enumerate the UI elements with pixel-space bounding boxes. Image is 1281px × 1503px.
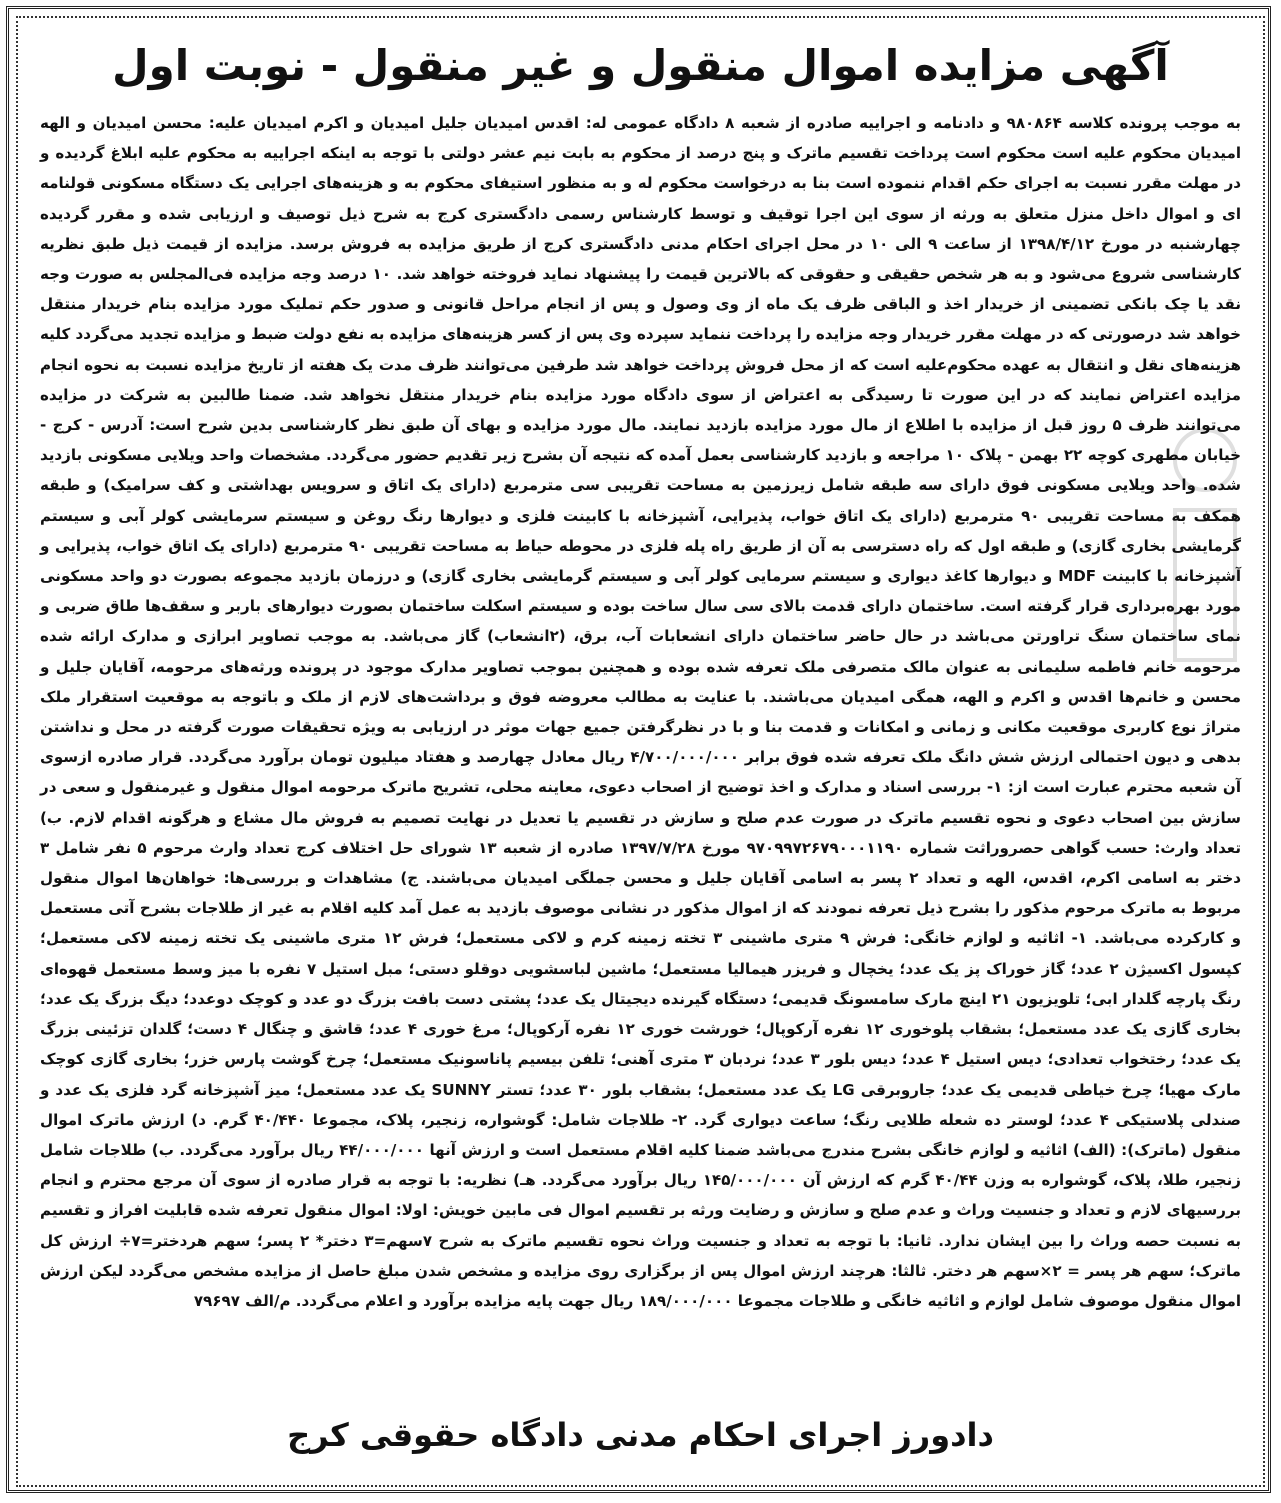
- notice-title: آگهی مزایده اموال منقول و غیر منقول - نوبت اول: [112, 41, 1169, 90]
- notice-body: به موجب پرونده کلاسه ۹۸۰۸۶۴ و دادنامه و اجراییه صادره از شعبه ۸ دادگاه عمومی له: اقدس امیدیان جلیل امیدیان و اکرم امیدیان علیه: محسن امیدیان و الهه امیدیان محکوم علیه است محکوم است پرداخت تقسیم ماترک و پنج درصد از محکوم به بابت نیم عشر دولتی با توجه به اینکه اجراییه به محکوم علیه ابلاغ گردیده و در مهلت مقرر نسبت به اجرای حکم اقدام ننموده است بنا به درخواست محکوم له و به منظور استیفای محکوم به و هزینه‌های اجرایی یک دستگاه مسکونی قولنامه ای و اموال داخل منزل متعلق به ورثه از سوی این اجرا توقیف و توسط کارشناس رسمی دادگستری کرج به شرح ذیل توصیف و ارزیابی شده و مقرر گردیده چهارشنبه در مورخ ۱۳۹۸/۴/۱۲ از ساعت ۹ الی ۱۰ در محل اجرای احکام مدنی دادگستری کرج از طریق مزایده به فروش برسد. مزایده از قیمت ذیل طبق نظریه کارشناسی شروع می‌شود و به هر شخص حقیقی و حقوقی که بالاترین قیمت را پیشنهاد نماید فروخته خواهد شد. ۱۰ درصد وجه مزایده فی‌المجلس به صورت وجه نقد یا چک بانکی تضمینی از خریدار اخذ و الباقی ظرف یک ماه از وی وصول و پس از انجام مراحل قانونی و صدور حکم تملیک مورد مزایده بنام خریدار منتقل خواهد شد درصورتی که در مهلت مقرر خریدار وجه مزایده را پرداخت ننماید سپرده وی پس از کسر هزینه‌های مزایده به نفع دولت ضبط و مزایده تجدید می‌گردد کلیه هزینه‌های نقل و انتقال به عهده محکوم‌علیه است که از محل فروش پرداخت خواهد شد طرفین می‌توانند ظرف مدت یک هفته از تاریخ مزایده نسبت به نحوه انجام مزایده اعتراض نمایند که در این صورت تا رسیدگی به اعتراض از سوی دادگاه مورد مزایده بنام خریدار منتقل نخواهد شد. ضمنا طالبین به شرکت در مزایده می‌توانند ظرف ۵ روز قبل از مزایده با اطلاع از مال مورد مزایده بازدید نمایند. مال مورد مزایده و بهای آن طبق نظر کارشناسی بدین شرح است: آدرس - کرج - خیابان مطهری کوچه ۲۲ بهمن - پلاک ۱۰ مراجعه و بازدید کارشناسی بعمل آمده که نتیجه آن بشرح زیر تقدیم حضور می‌گردد. مشخصات واحد ویلایی مسکونی بازدید شده. واحد ویلایی مسکونی فوق دارای سه طبقه شامل زیرزمین به مساحت تقریبی سی مترمربع (دارای یک اتاق و سرویس بهداشتی و کف سرامیک) و طبقه همکف به مساحت تقریبی ۹۰ مترمربع (دارای یک اتاق خواب، پذیرایی، آشپزخانه با کابینت فلزی و دیوارها رنگ روغن و سیستم سرمایشی کولر آبی و سیستم گرمایشی بخاری گازی) و طبقه اول که راه دسترسی به آن از طریق راه پله فلزی در محوطه حیاط به مساحت تقریبی ۹۰ مترمربع (دارای یک اتاق خواب، پذیرایی و آشپزخانه با کابینت MDF و دیوارها کاغذ دیواری و سیستم سرمایی کولر آبی و سیستم گرمایشی بخاری گازی) و درزمان بازدید مجموعه بصورت دو واحد مسکونی مورد بهره‌برداری قرار گرفته است. ساختمان دارای قدمت بالای سی سال ساخت بوده و سیستم اسکلت ساختمان بصورت دیوارهای باربر و سقف‌ها طاق ضربی و نمای ساختمان سنگ تراورتن می‌باشد در حال حاضر ساختمان دارای انشعابات آب، برق، (۲انشعاب) گاز می‌باشد. به موجب تصاویر ابرازی و مدارک ارائه شده مرحومه خانم فاطمه سلیمانی به عنوان مالک متصرفی ملک تعرفه شده بوده و همچنین بموجب تصاویر مدارک موجود در پرونده ورثه‌های مرحومه، آقایان جلیل و محسن و خانم‌ها اقدس و اکرم و الهه، همگی امیدیان می‌باشند. با عنایت به مطالب معروضه فوق و برداشت‌های لازم از ملک و باتوجه به موقعیت استقرار ملک متراژ نوع کاربری موقعیت مکانی و زمانی و امکانات و قدمت بنا و با در نظرگرفتن جمیع جهات موثر در ارزیابی به ویژه تحقیقات صورت گرفته در محل و نداشتن بدهی و دیون احتمالی ارزش شش دانگ ملک تعرفه شده فوق برابر ۴/۷۰۰/۰۰۰/۰۰۰ ریال معادل چهارصد و هفتاد میلیون تومان برآورد می‌گردد. قرار صادره ازسوی آن شعبه محترم عبارت است از: ۱- بررسی اسناد و مدارک و اخذ توضیح از اصحاب دعوی، معاینه محلی، تشریح ماترک مرحومه اموال منقول و غیرمنقول و سعی در سازش بین اصحاب دعوی و نحوه تقسیم ماترک در صورت عدم صلح و سازش در تقسیم یا تعدیل در نهایت تصمیم به فروش مال مشاع و هرگونه اقدام لازم. ب) تعداد وارث: حسب گواهی حصروراثت شماره ۹۷۰۹۹۷۲۶۷۹۰۰۰۱۱۹۰ مورخ ۱۳۹۷/۷/۲۸ صادره از شعبه ۱۳ شورای حل اختلاف کرج تعداد وارث مرحوم ۵ نفر شامل ۳ دختر به اسامی اکرم، اقدس، الهه و تعداد ۲ پسر به اسامی آقایان جلیل و محسن جملگی امیدیان می‌باشند. ج) مشاهدات و بررسی‌ها: خواهان‌ها اموال منقول مربوط به ماترک مرحوم مذکور را بشرح ذیل تعرفه نمودند که از اموال مذکور در نشانی موصوف بازدید به عمل آمد کلیه اقلام به غیر از طلاجات بشرح آتی مستعمل و کارکرده می‌باشد. ۱- اثاثیه و لوازم خانگی: فرش ۹ متری ماشینی ۳ تخته زمینه کرم و لاکی مستعمل؛ فرش ۱۲ متری ماشینی یک تخته زمینه لاکی مستعمل؛ کپسول اکسیژن ۲ عدد؛ گاز خوراک پز یک عدد؛ یخچال و فریزر هیمالیا مستعمل؛ ماشین لباسشویی دوقلو دستی؛ مبل استیل ۷ نفره با میز وسط مستعمل قهوه‌ای رنگ پارچه گلدار ابی؛ تلویزیون ۲۱ اینچ مارک سامسونگ قدیمی؛ دستگاه گیرنده دیجیتال یک عدد؛ پشتی دست بافت بزرگ دو عدد و کوچک دوعدد؛ دیگ بزرگ یک عدد؛ بخاری گازی یک عدد مستعمل؛ بشقاب پلوخوری ۱۲ نفره آرکوپال؛ خورشت خوری ۱۲ نفره آرکوپال؛ مرغ خوری ۴ عدد؛ قاشق و چنگال ۴ دست؛ گلدان تزئینی بزرگ یک عدد؛ رختخواب تعدادی؛ دیس استیل ۴ عدد؛ دیس بلور ۳ عدد؛ نردبان ۳ متری آهنی؛ تلفن بیسیم پاناسونیک مستعمل؛ چرخ گوشت پارس خزر؛ بخاری گازی کوچک مارک مهیا؛ چرخ خیاطی قدیمی یک عدد؛ جاروبرقی LG یک عدد مستعمل؛ بشقاب بلور ۳۰ عدد؛ تستر SUNNY یک عدد مستعمل؛ میز آشپزخانه گرد فلزی یک عدد و صندلی پلاستیکی ۴ عدد؛ لوستر ده شعله طلایی رنگ؛ ساعت دیواری گرد. ۲- طلاجات شامل: گوشواره، زنجیر، پلاک، مجموعا ۴۰/۴۴۰ گرم. د) ارزش ماترک اموال منقول (ماترک): (الف) اثاثیه و لوازم خانگی بشرح مندرج می‌باشد ضمنا کلیه اقلام مستعمل است و ارزش آنها ۴۴/۰۰۰/۰۰۰ ریال برآورد می‌گردد. ب) طلاجات شامل زنجیر، طلا، پلاک، گوشواره به وزن ۴۰/۴۴ گرم که ارزش آن ۱۴۵/۰۰۰/۰۰۰ ریال برآورد می‌گردد. هـ) نظریه: با توجه به قرار صادره از سوی آن مرجع محترم و انجام بررسیهای لازم و تعداد و جنسیت وراث و عدم صلح و سازش و رضایت ورثه بر تقسیم اموال فی مابین خویش: اولا: اموال منقول تعرفه شده قابلیت افراز و تقسیم به نسبت حصه وراث را بین ایشان ندارد. ثانیا: با توجه به تعداد و جنسیت وراث نحوه تقسیم ماترک به شرح ۷سهم=۳ دختر* ۲ پسر؛ سهم هردختر=۷÷ ارزش کل ماترک؛ سهم هر پسر = ۲×سهم هر دختر. ثالثا: هرچند ارزش اموال پس از برگزاری روی مزایده و مشخص شدن مبلغ حاصل از مزایده مشخص می‌گردد لیکن ارزش اموال منقول موصوف شامل لوازم و اثاثیه خانگی و طلاجات مجموعا ۱۸۹/۰۰۰/۰۰۰ ریال جهت پایه مزایده برآورد و اعلام می‌گردد. م/الف ۷۹۶۹۷: [40, 114, 1242, 1310]
- signature-text: دادورز اجرای احکام مدنی دادگاه حقوقی کرج: [287, 1416, 994, 1454]
- signature-block: [130, 1403, 1151, 1467]
- auction-notice: [40, 30, 1241, 1475]
